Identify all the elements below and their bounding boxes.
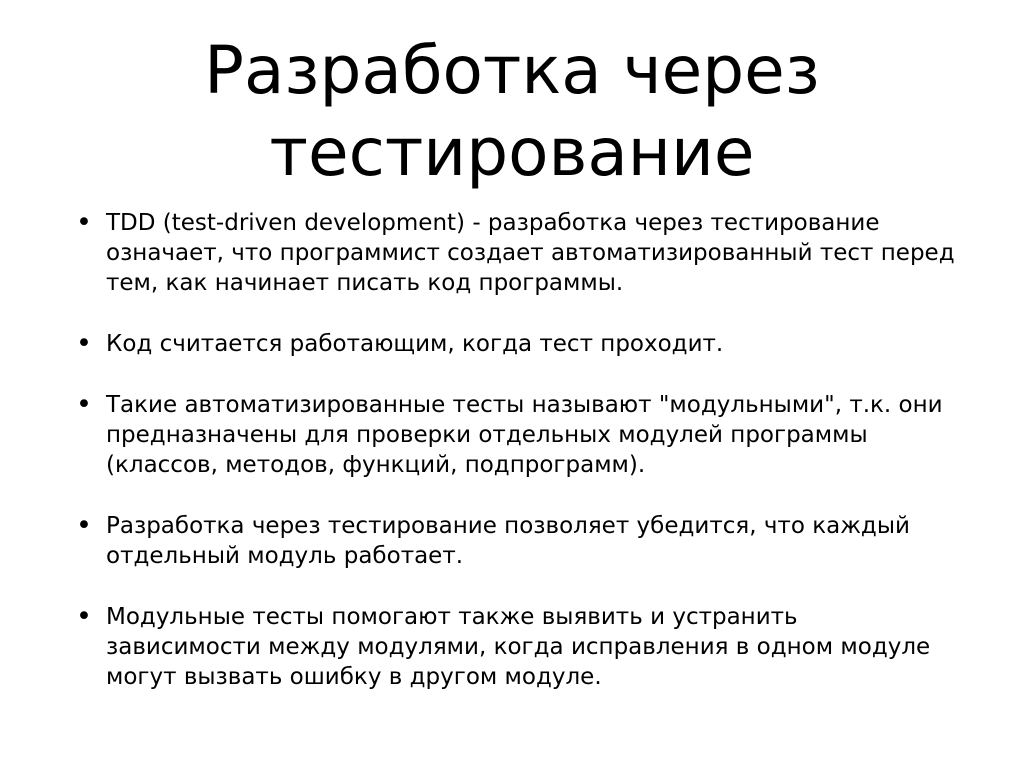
bullet-text: TDD (test-driven development) - разработка через тестирование означает, что программист создает автоматизированный тест перед тем, как начинает писать код программы. [106,210,955,296]
bullet-list [76,208,956,723]
slide-title: Разработка через тестирование [204,32,820,191]
bullet-text: Такие автоматизированные тесты называют "модульными", т.к. они предназначены для проверки отдельных модулей программы (классов, методов, функций, подпрограмм). [106,392,943,478]
bullet-icon: • [76,389,92,420]
bullet-item [76,208,956,298]
bullet-icon: • [76,601,92,632]
bullet-item [76,511,956,571]
bullet-icon: • [76,510,92,541]
bullet-item [76,329,956,359]
bullet-icon: • [76,328,92,359]
bullet-item [76,602,956,692]
bullet-text: Код считается работающим, когда тест проходит. [106,331,724,357]
bullet-text: Разработка через тестирование позволяет убедится, что каждый отдельный модуль работает. [106,513,910,569]
bullet-item [76,390,956,480]
bullet-icon: • [76,207,92,238]
bullet-text: Модульные тесты помогают также выявить и устранить зависимости между модулями, когда исправления в одном модуле могут вызвать ошибку в другом модуле. [106,604,931,690]
